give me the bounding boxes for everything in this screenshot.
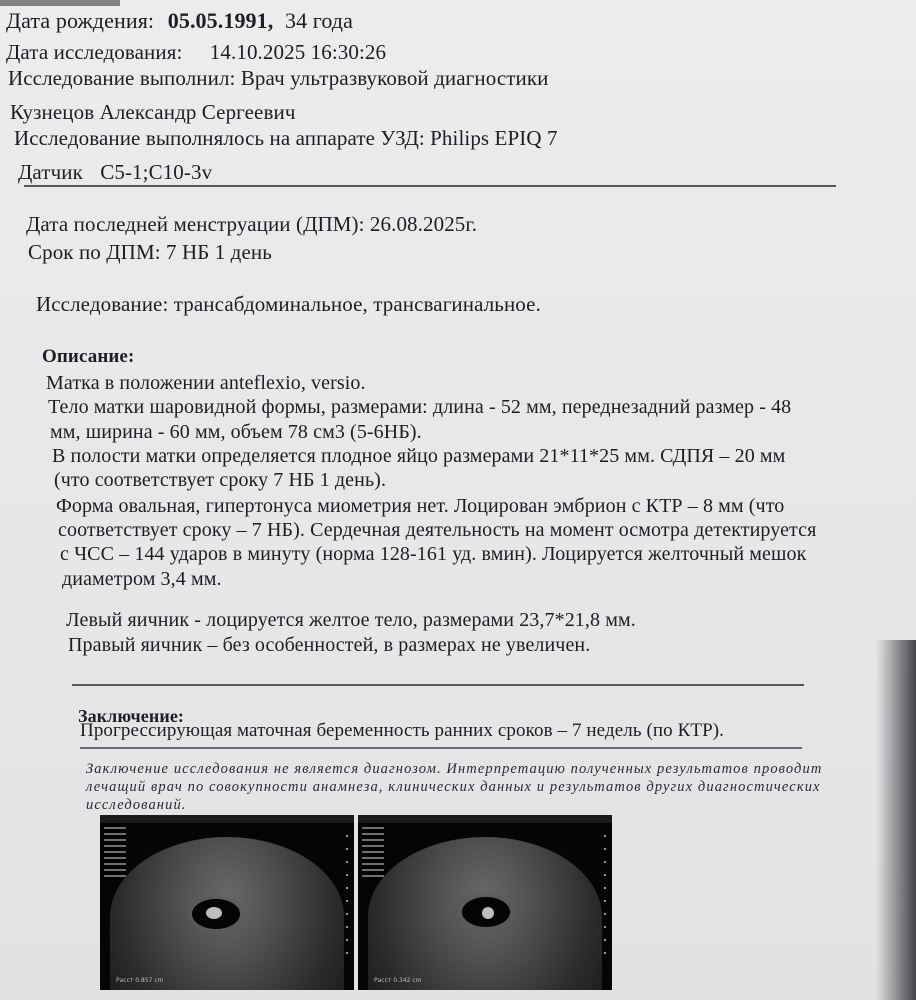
background-shadow	[876, 640, 916, 1000]
dob-value: 05.05.1991,	[167, 8, 274, 33]
description-line: Тело матки шаровидной формы, размерами: длина - 52 мм, переднезадний размер - 48	[48, 396, 792, 418]
disclaimer: Заключение исследования не является диагнозом. Интерпретацию полученных результатов проводит лечащий врач по совокупности анамнеза, клинических данных и результатов других диагностических исследований.	[86, 761, 823, 813]
performed-by-line: Исследование выполнил: Врач ультразвуковой диагностики	[8, 66, 549, 90]
description-line: (что соответствует сроку 7 НБ 1 день).	[54, 469, 387, 491]
description-line: Форма овальная, гипертонуса миометрия нет. Лоцирован эмбрион с КТР – 8 мм (что	[56, 495, 785, 517]
description-line: мм, ширина - 60 мм, объем 78 см3 (5-6НБ).	[50, 421, 422, 443]
ultrasound-settings	[104, 827, 126, 877]
dob-label: Дата рождения:	[6, 8, 155, 33]
doctor-name: Кузнецов Александр Сергеевич	[10, 100, 296, 124]
conclusion-text: Прогрессирующая маточная беременность ранних сроков – 7 недель (по КТР).	[80, 720, 725, 741]
lmp-date: Дата последней менструации (ДПМ): 26.08.2025г.	[26, 212, 478, 236]
age-value: 34 года	[284, 8, 353, 33]
ultrasound-image-2	[358, 815, 612, 990]
depth-scale	[604, 835, 606, 965]
probe-value: С5-1;С10-3v	[100, 160, 213, 184]
probe-label: Датчик	[18, 160, 83, 184]
description-line: Матка в положении anteflexio, versio.	[46, 372, 366, 394]
exam-date-label: Дата исследования:	[6, 40, 183, 64]
left-ovary: Левый яичник - лоцируется желтое тело, размерами 23,7*21,8 мм.	[66, 609, 636, 631]
exam-date-line	[6, 40, 386, 65]
exam-date-value: 14.10.2025 16:30:26	[209, 40, 387, 64]
divider-middle	[72, 684, 804, 686]
measurement-caption: Расст 0.857 cm	[116, 977, 164, 984]
measurement-caption: Расст 0.342 cm	[374, 977, 422, 984]
lmp-term: Срок по ДПМ: 7 НБ 1 день	[28, 240, 272, 264]
conclusion-title: Заключение:	[78, 706, 185, 726]
description-line: с ЧСС – 144 ударов в минуту (норма 128-161 уд. вмин). Лоцируется желточный мешок	[60, 543, 807, 565]
conclusion-underline	[80, 747, 802, 749]
device-line: Исследование выполнялось на аппарате УЗД: Philips EPIQ 7	[14, 126, 558, 150]
right-ovary: Правый яичник – без особенностей, в размерах не увеличен.	[68, 634, 591, 656]
embryo	[206, 907, 222, 919]
page-top-edge	[0, 0, 120, 6]
dob-line	[6, 8, 353, 34]
ultrasound-image-1	[100, 815, 354, 990]
ultrasound-settings	[362, 827, 384, 877]
probe-line	[18, 160, 212, 185]
depth-scale	[346, 835, 348, 965]
study-type: Исследование: трансабдоминальное, трансвагинальное.	[36, 292, 541, 316]
ultrasound-header-bar	[100, 815, 354, 823]
description-line: В полости матки определяется плодное яйцо размерами 21*11*25 мм. СДПЯ – 20 мм	[52, 445, 786, 467]
description-line: соответствует сроку – 7 НБ). Сердечная деятельность на момент осмотра детектируется	[58, 519, 817, 541]
divider-top	[24, 185, 836, 187]
description-line: диаметром 3,4 мм.	[62, 568, 222, 590]
description-title: Описание:	[42, 346, 135, 367]
ultrasound-header-bar	[358, 815, 612, 823]
embryo	[482, 907, 494, 919]
